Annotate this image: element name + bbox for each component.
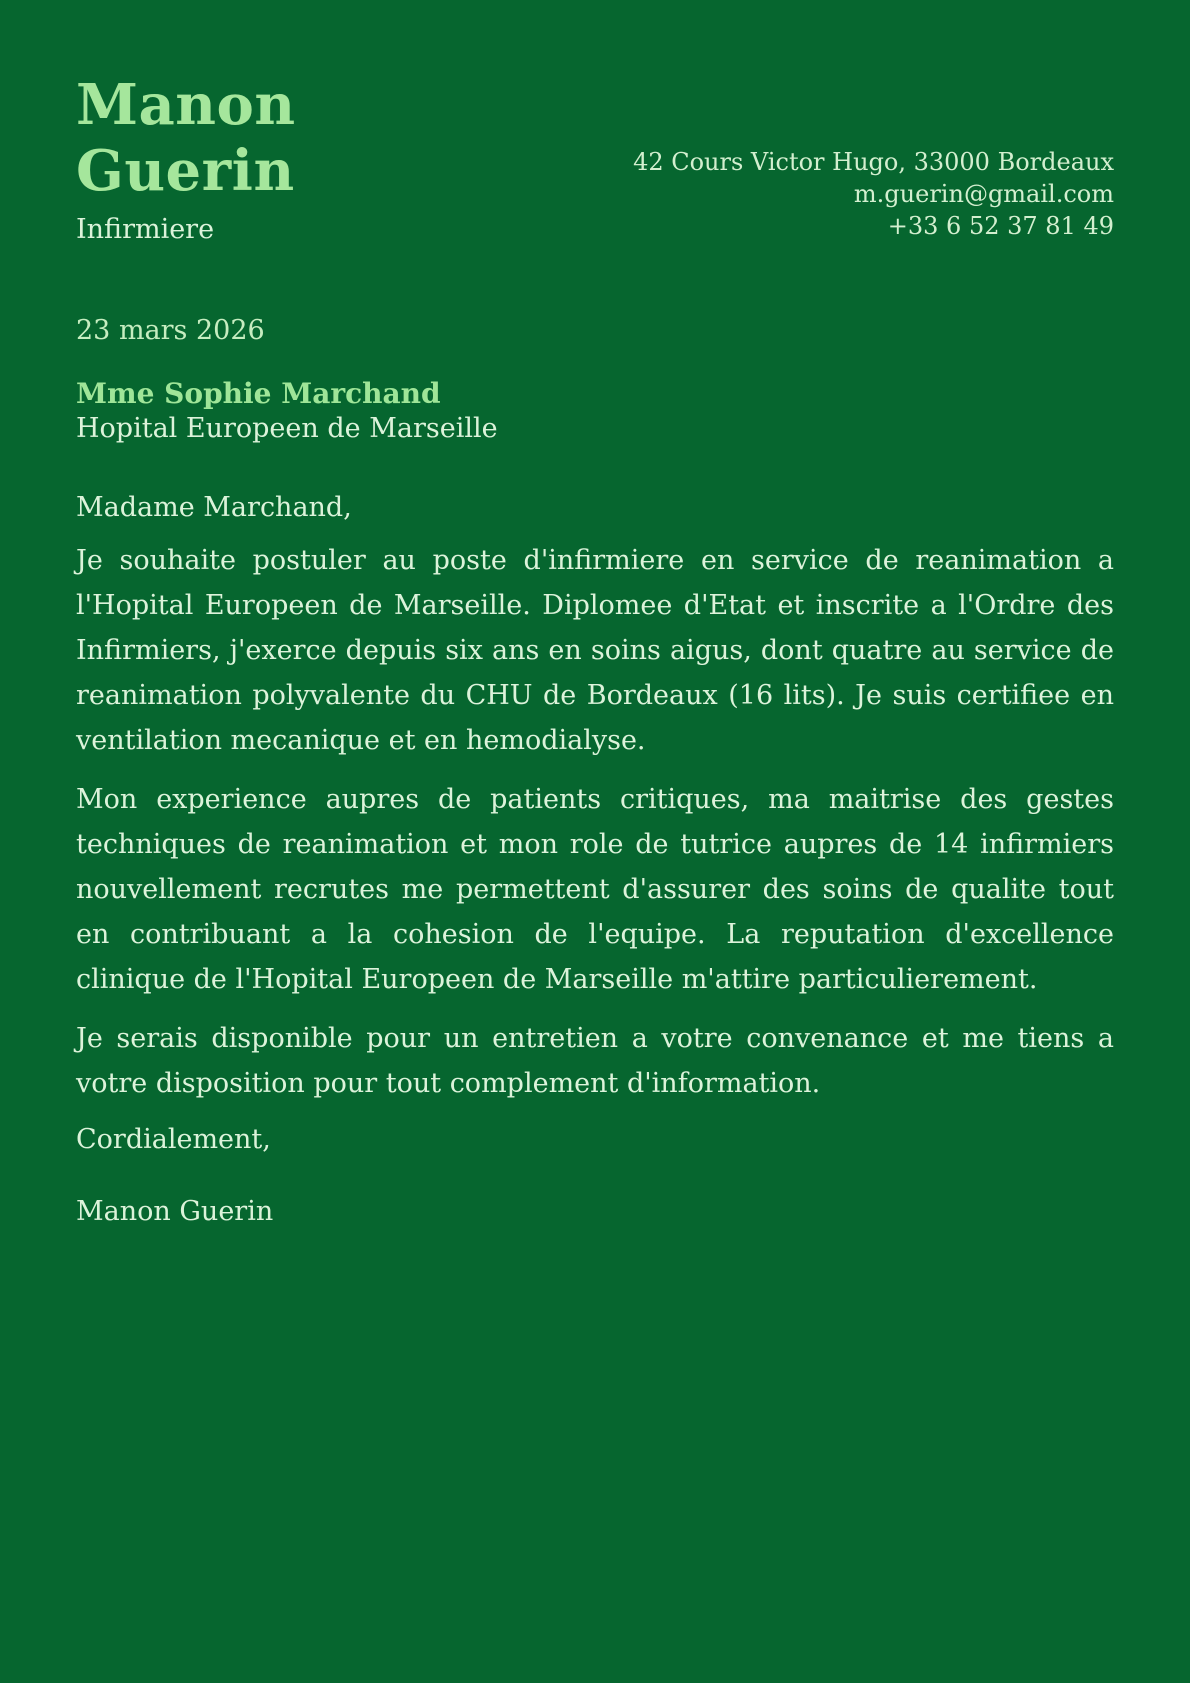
letter-date: 23 mars 2026 [76,315,265,346]
recipient-organization: Hopital Europeen de Marseille [76,413,498,444]
sender-identity [76,72,296,248]
recipient-block [76,376,1114,446]
sender-role: Infirmiere [76,214,215,245]
signature-name: Manon Guerin [76,1196,274,1227]
sender-name-line1: Manon [76,72,296,138]
salutation: Madame Marchand, [76,492,352,523]
letter-body [76,488,1114,1232]
recipient-name: Mme Sophie Marchand [76,377,441,410]
body-paragraph: Je serais disponible pour un entretien a votre convenance et me tiens a votre disposition pour tout complement d'information. [76,1023,1114,1099]
closing-line: Cordialement, [76,1124,271,1155]
body-paragraph: Mon experience aupres de patients critiques, ma maitrise des gestes techniques de reanimation et mon role de tutrice aupres de 14 infirmiers nouvellement recrutes me permettent d'assurer des soins de qualite tout en contribuant a la cohesion de l'equipe. La reputation d'excellence clinique de l'Hopital Europeen de Marseille m'attire particulierement. [76,784,1114,995]
contact-address: 42 Cours Victor Hugo, 33000 Bordeaux [633,148,1114,176]
letter-header [76,72,1114,248]
contact-phone: +33 6 52 37 81 49 [887,212,1114,240]
sender-name [76,72,296,204]
contact-email: m.guerin@gmail.com [853,180,1114,208]
sender-name-line2: Guerin [76,138,295,204]
body-paragraph: Je souhaite postuler au poste d'infirmiere en service de reanimation a l'Hopital Europeen de Marseille. Diplomee d'Etat et inscrite a l'Ordre des Infirmiers, j'exerce depuis six ans en soins aigus, dont quatre au service de reanimation polyvalente du CHU de Bordeaux (16 lits). Je suis certifiee en ventilation mecanique et en hemodialyse. [76,545,1114,756]
contact-block [633,146,1114,248]
